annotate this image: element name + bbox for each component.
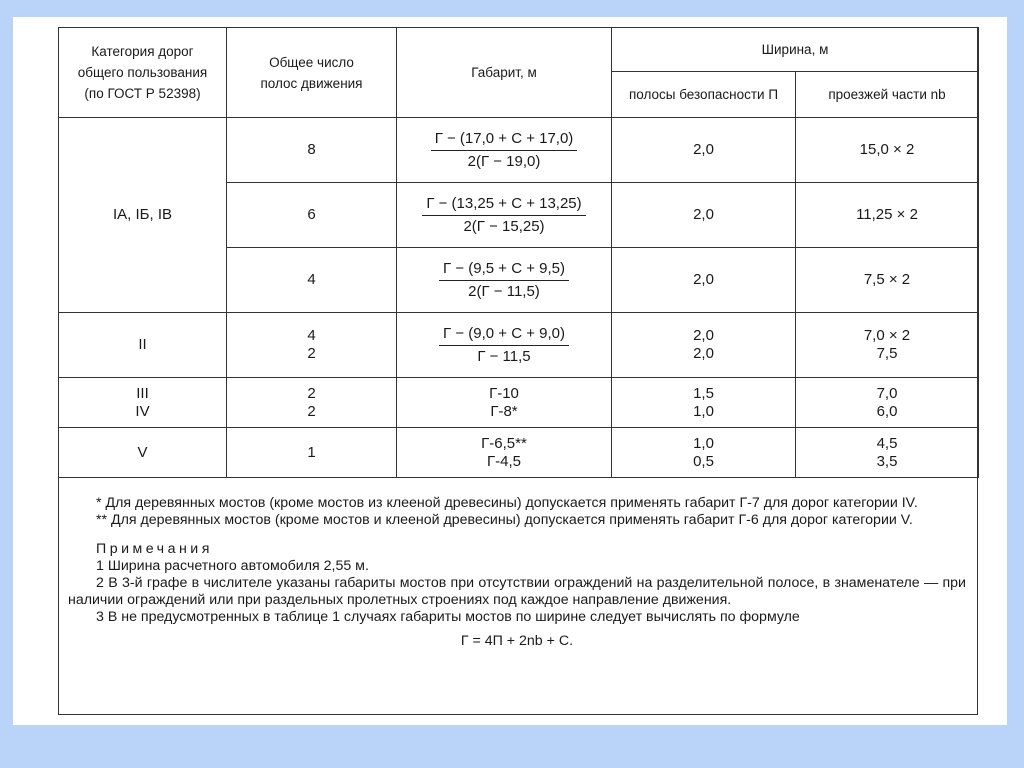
lanes-cell: 8 [227,118,397,183]
width-formula: Г = 4П + 2nb + С. [460,633,574,649]
gabarit-cell [397,118,612,183]
safety-cell: 1,0 0,5 [612,428,796,478]
lanes-cell: 1 [227,428,397,478]
safety-cell: 2,0 [612,248,796,313]
gabarit-cell: Г-6,5** Г-4,5 [397,428,612,478]
header-gabarit: Габарит, м [397,28,612,118]
fraction-numerator: Г − (9,0 + С + 9,0) [439,325,569,346]
gabarit-cell: Г-10 Г-8* [397,378,612,428]
table-row [59,118,979,183]
table-row [59,313,979,378]
bridge-gabarit-table [58,27,979,478]
fraction-denominator: 2(Г − 19,0) [467,152,541,170]
gabarit-fraction [439,260,569,301]
carriage-cell: 4,5 3,5 [796,428,979,478]
fraction-denominator: 2(Г − 11,5) [468,282,540,300]
gabarit-cell [397,248,612,313]
carriage-cell: 11,25 × 2 [796,183,979,248]
lanes-cell: 6 [227,183,397,248]
category-cell: IА, IБ, IВ [59,118,227,313]
lanes-cell: 4 2 [227,313,397,378]
fraction-denominator: Г − 11,5 [477,347,531,365]
table-row [59,428,979,478]
fraction-numerator: Г − (9,5 + С + 9,5) [439,260,569,281]
carriage-cell: 7,0 6,0 [796,378,979,428]
header-safety-strips: полосы безопасности П [612,72,796,118]
gabarit-fraction [431,130,578,171]
gabarit-cell [397,313,612,378]
safety-cell: 2,0 2,0 [612,313,796,378]
fraction-denominator: 2(Г − 15,25) [463,217,545,235]
lanes-cell: 4 [227,248,397,313]
fraction-numerator: Г − (17,0 + С + 17,0) [431,130,578,151]
note-3: 3 В не предусмотренных в таблице 1 случаях габариты мостов по ширине следует вычислять по формуле [96,609,800,625]
note-2: 2 В 3-й графе в числителе указаны габариты мостов при отсутствии ограждений на разделительной полосе, в знаменателе — при наличии ограждений или при раздельных пролетных строениях под каждое направление движения. [68,575,966,608]
header-category: Категория дорог общего пользования (по ГОСТ Р 52398) [59,28,227,118]
footnote-2: ** Для деревянных мостов (кроме мостов и клееной древесины) допускается применять габарит Г-6 для дорог категории V. [96,512,913,528]
table-row [59,378,979,428]
safety-cell: 2,0 [612,183,796,248]
carriage-cell: 7,0 × 2 7,5 [796,313,979,378]
notes-title: Примечания [96,541,213,557]
table-frame [58,27,978,715]
category-cell: V [59,428,227,478]
category-cell: III IV [59,378,227,428]
safety-cell: 1,5 1,0 [612,378,796,428]
gabarit-fraction [422,195,585,236]
header-lanes: Общее число полос движения [227,28,397,118]
footnote-1: * Для деревянных мостов (кроме мостов из клееной древесины) допускается применять габарит Г-7 для дорог категории IV. [96,495,918,511]
slide-sheet [13,17,1007,725]
category-cell: II [59,313,227,378]
header-carriageway: проезжей части nb [796,72,979,118]
carriage-cell: 15,0 × 2 [796,118,979,183]
note-1: 1 Ширина расчетного автомобиля 2,55 м. [96,558,369,574]
fraction-numerator: Г − (13,25 + С + 13,25) [422,195,585,216]
gabarit-cell [397,183,612,248]
lanes-cell: 2 2 [227,378,397,428]
table-notes [58,487,978,715]
header-width: Ширина, м [612,28,979,72]
gabarit-fraction [439,325,569,366]
safety-cell: 2,0 [612,118,796,183]
carriage-cell: 7,5 × 2 [796,248,979,313]
